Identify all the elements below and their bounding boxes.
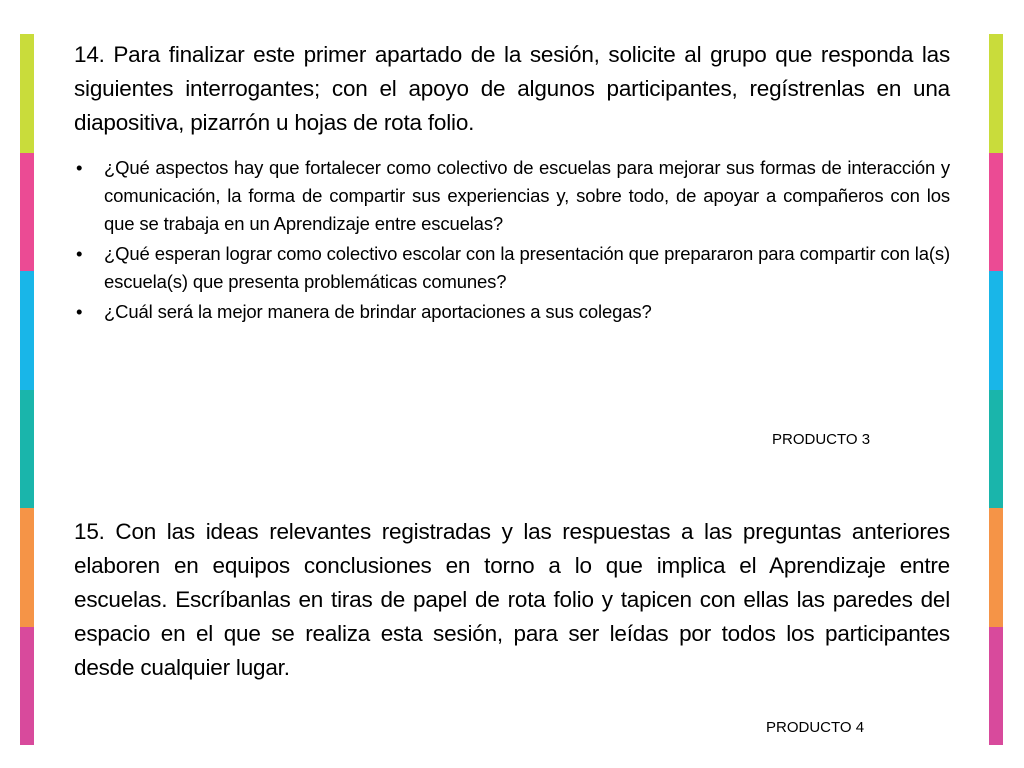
stripe-segment-pink: [989, 153, 1003, 272]
stripe-segment-teal: [989, 390, 1003, 509]
bullet-icon: •: [76, 301, 83, 322]
stripe-segment-lime: [989, 34, 1003, 153]
question-text: ¿Cuál será la mejor manera de brindar aportaciones a sus colegas?: [104, 301, 652, 322]
question-item: [74, 298, 950, 326]
bullet-icon: •: [76, 243, 83, 264]
section-14-paragraph: 14. Para finalizar este primer apartado de la sesión, solicite al grupo que responda las siguientes interrogantes; con el apoyo de algunos participantes, regístrenlas en una diapositiva, pizarrón u hojas de rota folio.: [74, 42, 950, 135]
stripe-segment-pink: [20, 153, 34, 272]
question-item: [74, 154, 950, 238]
stripe-segment-magenta: [989, 627, 1003, 746]
stripe-segment-magenta: [20, 627, 34, 746]
product-4-label: PRODUCTO 4: [766, 719, 865, 736]
question-text: ¿Qué aspectos hay que fortalecer como colectivo de escuelas para mejorar sus formas de interacción y comunicación, la forma de compartir sus experiencias y, sobre todo, de apoyar a compañeros con los que se trabaja en un Aprendizaje entre escuelas?: [104, 157, 950, 234]
stripe-segment-orange: [989, 508, 1003, 627]
section-14: [74, 38, 950, 328]
question-item: [74, 240, 950, 296]
product-3-label: PRODUCTO 3: [772, 431, 871, 448]
left-decorative-stripe: [20, 34, 34, 745]
question-list: [74, 154, 950, 326]
bullet-icon: •: [76, 157, 83, 178]
stripe-segment-blue: [989, 271, 1003, 390]
right-decorative-stripe: [989, 34, 1003, 745]
stripe-segment-blue: [20, 271, 34, 390]
stripe-segment-orange: [20, 508, 34, 627]
section-15-paragraph: 15. Con las ideas relevantes registradas y las respuestas a las preguntas anteriores elaboren en equipos conclusiones en torno a lo que implica el Aprendizaje entre escuelas. Escríbanlas en tiras de papel de rota folio y tapicen con ellas las paredes del espacio en el que se realiza esta sesión, para ser leídas por todos los participantes desde cualquier lugar.: [74, 519, 950, 680]
stripe-segment-lime: [20, 34, 34, 153]
question-text: ¿Qué esperan lograr como colectivo escolar con la presentación que prepararon para compartir con la(s) escuela(s) que presenta problemáticas comunes?: [104, 243, 950, 292]
stripe-segment-teal: [20, 390, 34, 509]
